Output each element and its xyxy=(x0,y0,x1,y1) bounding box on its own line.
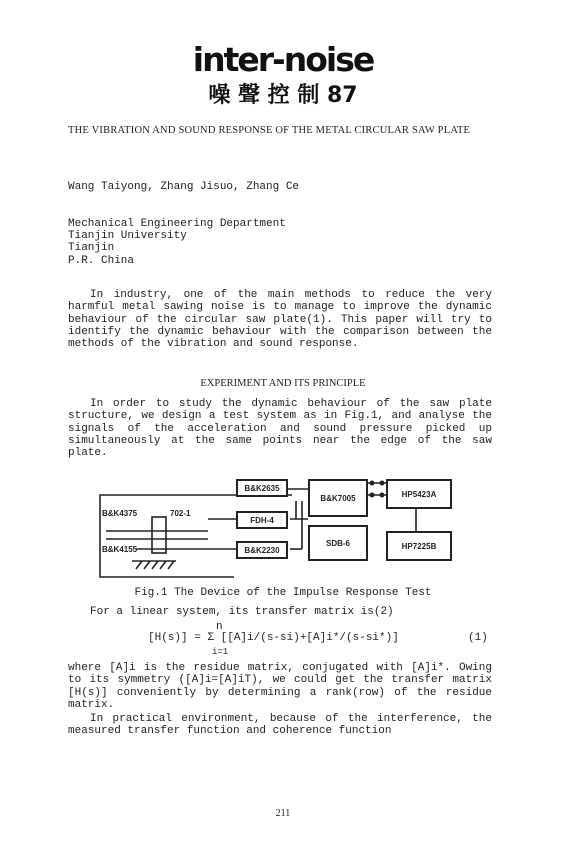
bk4155-label: B&K4155 xyxy=(102,545,138,554)
section-heading: EXPERIMENT AND ITS PRINCIPLE xyxy=(200,378,366,389)
hp5423a-box: HP5423A xyxy=(386,479,452,509)
equation: [H(s)] = Σ [[A]i/(s-si)+[A]i*/(s-si*)] xyxy=(148,632,399,644)
amp-7021-label: 702-1 xyxy=(170,509,191,518)
figure-1-diagram xyxy=(96,473,496,583)
linear-sentence: For a linear system, its transfer matrix is(2) xyxy=(90,606,394,618)
sdb6-box: SDB-6 xyxy=(308,525,368,561)
practical-paragraph: In practical environment, because of the interference, the measured transfer function and coherence function xyxy=(68,713,492,738)
wire xyxy=(100,495,292,577)
fdh4-box: FDH-4 xyxy=(236,511,288,529)
affiliation-line: P.R. China xyxy=(68,254,135,267)
equation-number: (1) xyxy=(468,632,488,644)
affiliation-line: Tianjin University xyxy=(68,230,187,243)
bk7005-box: B&K7005 xyxy=(308,479,368,517)
bk4375-label: B&K4375 xyxy=(102,509,138,518)
conference-logo-subtitle: 噪 聲 控 制 87 xyxy=(208,83,358,108)
affiliation-line: Tianjin xyxy=(68,242,115,255)
equation-lower-limit: i=1 xyxy=(212,647,229,657)
affiliation-line: Mechanical Engineering Department xyxy=(68,218,286,230)
conference-logo: inter-noise xyxy=(192,40,374,79)
bk2635-box: B&K2635 xyxy=(236,479,288,497)
authors: Wang Taiyong, Zhang Jisuo, Zhang Ce xyxy=(68,181,300,193)
page-number: 211 xyxy=(275,808,291,819)
affiliation xyxy=(68,218,286,267)
bk2230-box: B&K2230 xyxy=(236,541,288,559)
section-paragraph: In order to study the dynamic behaviour of the saw plate structure, we design a test system as in Fig.1, and analyse the signals of the acceleration and sound pressure picked up simultaneously at the same points near the edge of the saw plate. xyxy=(68,398,492,460)
equation-upper-limit: n xyxy=(216,621,223,633)
intro-paragraph: In industry, one of the main methods to reduce the very harmful metal sawing noise is to manage to improve the dynamic behaviour of the circular saw plate(1). This paper will try to identify the dynamic behaviour with the comparison between the methods of the vibration and sound response. xyxy=(68,289,492,351)
hp7225b-box: HP7225B xyxy=(386,531,452,561)
figure-caption: Fig.1 The Device of the Impulse Response Test xyxy=(134,587,432,599)
paper-title: THE VIBRATION AND SOUND RESPONSE OF THE METAL CIRCULAR SAW PLATE xyxy=(68,125,471,136)
residue-paragraph: where [A]i is the residue matrix, conjugated with [A]i*. Owing to its symmetry ([A]i=[A]iT), we could get the transfer matrix [H(s)] conveniently by determining a rank(row) of the residue matrix. xyxy=(68,662,492,711)
saw-plate xyxy=(152,517,166,553)
